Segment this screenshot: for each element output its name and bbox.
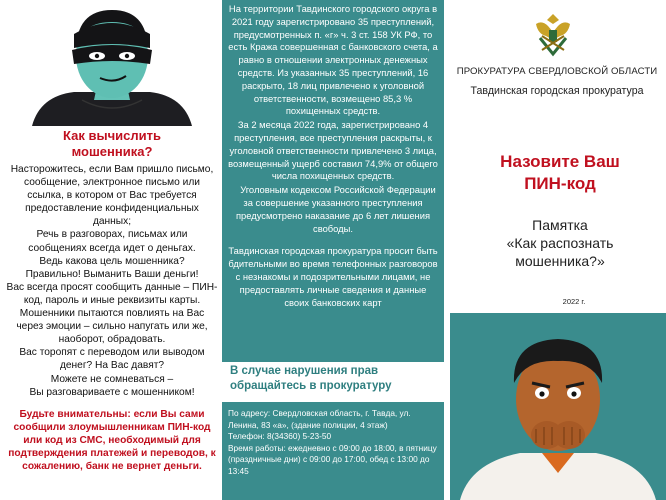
leaflet-title-line1: Назовите Ваш (500, 152, 620, 171)
fraud-sign-paragraph: Вы разговариваете с мошенником! (29, 386, 195, 398)
leaflet-year: 2022 г. (562, 297, 586, 306)
org-name-region: ПРОКУРАТУРА СВЕРДЛОВСКОЙ ОБЛАСТИ (456, 66, 658, 77)
left-title-line2: мошенника? (71, 144, 153, 159)
statistics-text (228, 3, 438, 309)
leaflet-subtitle-line1: Памятка (532, 217, 588, 233)
contact-heading: В случае нарушения прав обращайтесь в прокуратуру (230, 365, 392, 392)
leaflet-subtitle-line3: мошенника?» (515, 253, 605, 269)
prosecutor-emblem (528, 10, 578, 58)
fraud-sign-paragraph: Вас всегда просят сообщить данные – ПИН-код, пароль и иные реквизиты карты. (6, 281, 218, 306)
right-panel (444, 0, 666, 500)
leaflet-title (474, 151, 646, 195)
fraud-sign-paragraph: Насторожитесь, если Вам пришло письмо, сообщение, электронное письмо или ссылка, в котором от Вас требуется предоставление конфиденциальных данных; (10, 164, 214, 228)
contact-address: По адресу: Свердловская область, г. Тавда, ул. Ленина, 83 «а», (здание полиции, 4 этаж) (228, 408, 411, 430)
contact-heading-strip (222, 362, 444, 402)
fraud-sign-paragraph: Ведь какова цель мошенника? (39, 255, 185, 267)
left-title-line1: Как вычислить (63, 128, 161, 143)
warning-text: Будьте внимательны: если Вы сами сообщили злоумышленникам ПИН-код или код из СМС, необходимый для подтверждения платежей и переводов, к сожалению, банк не вернет деньги. (8, 409, 216, 473)
left-panel (0, 0, 222, 500)
contact-phone: Телефон: 8(34360) 5-23-50 (228, 431, 332, 442)
contact-hours: Время работы: ежедневно с 09:00 до 18:00, в пятницу (праздничные дни) с 09:00 до 17:00, обед с 13:00 до 13:45 (228, 442, 437, 476)
stats-2021: На территории Тавдинского городского округа в 2021 году зарегистрировано 35 преступлений, предусмотренных п. «г» ч. 3 ст. 158 УК РФ, то есть Кража совершенная с банковского счета, а равно в отношении электронных денежных средств. Из указанных 35 преступлений, 16 раскрыто, 18 лиц привлечено к уголовной ответственности, возмещено 85,3 % похищенных средств. (228, 3, 438, 117)
fraud-sign-paragraph: Речь в разговорах, письмах или сообщениях всегда идет о деньгах. (28, 229, 196, 254)
leaflet-subtitle (474, 216, 646, 270)
fraud-sign-paragraph: Правильно! Выманить Ваши деньги! (25, 268, 199, 280)
leaflet-title-line2: ПИН-код (524, 174, 596, 193)
leaflet-subtitle-line2: «Как распознать (506, 235, 614, 251)
middle-panel (222, 0, 444, 500)
fraud-signs-text (6, 163, 218, 399)
fraud-sign-paragraph: Мошенники пытаются повлиять на Вас через эмоции – сильно напугать или же, наоборот, обрадовать. (16, 308, 208, 346)
masked-thief-illustration (22, 4, 202, 126)
fraud-sign-paragraph: Можете не сомневаться – (50, 373, 174, 385)
stats-2022: За 2 месяца 2022 года, зарегистрировано 4 преступления, все преступления раскрыты, к уголовной ответственности привлечено 3 лица, возмещенный ущерб составил 74,9% от общего числа похищенных средств. (228, 119, 438, 182)
left-title (22, 128, 202, 160)
law-penalty: Уголовным кодексом Российской Федерации за совершение указанного преступления предусмотрено наказание до 6 лет лишения свободы. (235, 184, 436, 234)
org-name-city: Тавдинская городская прокуратура (470, 85, 644, 97)
fraud-sign-paragraph: Вас торопят с переводом или выводом денег? На Вас давят? (19, 347, 205, 372)
worried-man-illustration (450, 313, 666, 500)
prosecutor-appeal: Тавдинская городская прокуратура просит быть бдительными во время телефонных разговоров с незнакомы и подозрительными лицами, не предоставлять личные сведения и данные своих банковских карт (228, 245, 438, 308)
contact-info (228, 408, 440, 478)
